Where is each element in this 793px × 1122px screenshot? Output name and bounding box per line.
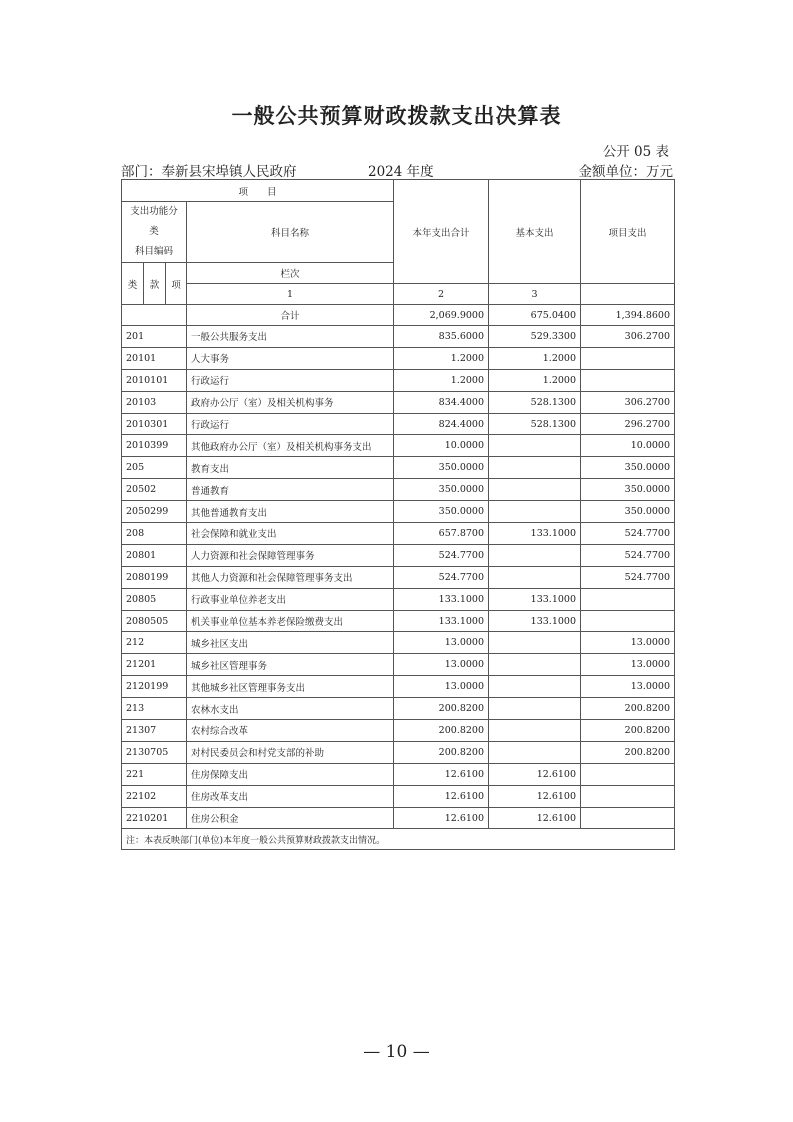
row-total: 350.0000 — [394, 479, 489, 501]
row-basic — [489, 457, 581, 479]
row-name: 行政运行 — [187, 413, 394, 435]
total-label: 合计 — [187, 305, 394, 326]
table-row — [122, 741, 675, 763]
table-row — [122, 763, 675, 785]
row-total: 200.8200 — [394, 698, 489, 720]
row-project: 13.0000 — [581, 632, 675, 654]
row-total: 12.6100 — [394, 785, 489, 807]
row-total: 1.2000 — [394, 347, 489, 369]
year-label: 2024 年度 — [368, 164, 434, 180]
row-basic: 12.6100 — [489, 785, 581, 807]
row-basic — [489, 654, 581, 676]
table-row — [122, 654, 675, 676]
row-code: 21201 — [122, 654, 187, 676]
row-basic: 12.6100 — [489, 763, 581, 785]
row-code: 208 — [122, 523, 187, 545]
total-row — [122, 305, 675, 326]
expenditure-table — [121, 179, 675, 850]
row-basic: 133.1000 — [489, 610, 581, 632]
row-code: 20805 — [122, 588, 187, 610]
row-name: 一般公共服务支出 — [187, 326, 394, 348]
row-basic — [489, 632, 581, 654]
header-basic: 基本支出 — [489, 180, 581, 284]
header-project: 项目支出 — [581, 180, 675, 284]
total-project: 1,394.8600 — [581, 305, 675, 326]
header-name: 科目名称 — [187, 202, 394, 263]
row-basic — [489, 544, 581, 566]
header-item: 项 目 — [122, 180, 394, 202]
row-code: 201 — [122, 326, 187, 348]
header-code — [122, 202, 187, 263]
row-code: 21307 — [122, 720, 187, 742]
row-total: 524.7700 — [394, 566, 489, 588]
row-name: 人大事务 — [187, 347, 394, 369]
row-basic — [489, 720, 581, 742]
row-name: 住房公积金 — [187, 807, 394, 829]
row-name: 住房保障支出 — [187, 763, 394, 785]
row-total: 200.8200 — [394, 741, 489, 763]
row-code: 221 — [122, 763, 187, 785]
row-total: 824.4000 — [394, 413, 489, 435]
row-total: 13.0000 — [394, 654, 489, 676]
table-row — [122, 807, 675, 829]
row-code: 20101 — [122, 347, 187, 369]
row-total: 835.6000 — [394, 326, 489, 348]
table-row — [122, 347, 675, 369]
row-name: 机关事业单位基本养老保险缴费支出 — [187, 610, 394, 632]
row-project: 13.0000 — [581, 654, 675, 676]
header-xiang: 项 — [166, 263, 187, 305]
row-project — [581, 763, 675, 785]
row-name: 行政事业单位养老支出 — [187, 588, 394, 610]
row-project: 306.2700 — [581, 391, 675, 413]
row-code: 20502 — [122, 479, 187, 501]
row-project — [581, 347, 675, 369]
row-project: 350.0000 — [581, 479, 675, 501]
row-total: 657.8700 — [394, 523, 489, 545]
row-name: 其他城乡社区管理事务支出 — [187, 676, 394, 698]
row-code: 205 — [122, 457, 187, 479]
row-total: 10.0000 — [394, 435, 489, 457]
table-row — [122, 435, 675, 457]
row-basic: 1.2000 — [489, 369, 581, 391]
row-basic — [489, 501, 581, 523]
row-project: 200.8200 — [581, 741, 675, 763]
row-name: 社会保障和就业支出 — [187, 523, 394, 545]
row-project — [581, 588, 675, 610]
table-row — [122, 610, 675, 632]
row-name: 其他人力资源和社会保障管理事务支出 — [187, 566, 394, 588]
row-code: 2120199 — [122, 676, 187, 698]
table-row — [122, 326, 675, 348]
row-name: 住房改革支出 — [187, 785, 394, 807]
table-row — [122, 785, 675, 807]
row-total: 1.2000 — [394, 369, 489, 391]
row-code: 2080505 — [122, 610, 187, 632]
row-project: 296.2700 — [581, 413, 675, 435]
row-name: 政府办公厅（室）及相关机构事务 — [187, 391, 394, 413]
row-name: 行政运行 — [187, 369, 394, 391]
table-note: 注：本表反映部门(单位)本年度一般公共预算财政拨款支出情况。 — [122, 829, 675, 850]
header-col1: 1 — [187, 284, 394, 305]
row-basic: 1.2000 — [489, 347, 581, 369]
table-row — [122, 391, 675, 413]
row-code: 2010399 — [122, 435, 187, 457]
row-name: 城乡社区支出 — [187, 632, 394, 654]
row-project: 524.7700 — [581, 523, 675, 545]
header-kuan: 款 — [144, 263, 166, 305]
row-basic: 133.1000 — [489, 523, 581, 545]
row-code: 2010301 — [122, 413, 187, 435]
page-number: — 10 — — [363, 1042, 430, 1062]
row-name: 对村民委员会和村党支部的补助 — [187, 741, 394, 763]
form-number: 公开 05 表 — [602, 144, 669, 160]
row-name: 普通教育 — [187, 479, 394, 501]
row-total: 200.8200 — [394, 720, 489, 742]
row-code: 2080199 — [122, 566, 187, 588]
row-total: 13.0000 — [394, 676, 489, 698]
row-project — [581, 610, 675, 632]
row-code: 2010101 — [122, 369, 187, 391]
row-name: 城乡社区管理事务 — [187, 654, 394, 676]
row-name: 其他普通教育支出 — [187, 501, 394, 523]
row-code: 2210201 — [122, 807, 187, 829]
row-project: 200.8200 — [581, 720, 675, 742]
table-row — [122, 698, 675, 720]
row-code: 213 — [122, 698, 187, 720]
table-row — [122, 413, 675, 435]
table-row — [122, 479, 675, 501]
row-name: 其他政府办公厅（室）及相关机构事务支出 — [187, 435, 394, 457]
row-project: 10.0000 — [581, 435, 675, 457]
row-project: 524.7700 — [581, 566, 675, 588]
table-meta — [121, 160, 673, 178]
row-basic: 133.1000 — [489, 588, 581, 610]
row-project — [581, 369, 675, 391]
row-total: 12.6100 — [394, 807, 489, 829]
row-basic — [489, 435, 581, 457]
row-name: 人力资源和社会保障管理事务 — [187, 544, 394, 566]
row-code: 212 — [122, 632, 187, 654]
page-title: 一般公共预算财政拨款支出决算表 — [231, 104, 562, 128]
table-row — [122, 566, 675, 588]
row-basic: 528.1300 — [489, 391, 581, 413]
header-code-line2: 科目编码 — [134, 246, 173, 257]
table-row — [122, 457, 675, 479]
table-row — [122, 676, 675, 698]
table-row — [122, 588, 675, 610]
row-code: 2130705 — [122, 741, 187, 763]
row-total: 13.0000 — [394, 632, 489, 654]
row-total: 350.0000 — [394, 501, 489, 523]
row-basic: 12.6100 — [489, 807, 581, 829]
header-col2: 2 — [394, 284, 489, 305]
row-code: 20801 — [122, 544, 187, 566]
total-amount: 2,069.9000 — [394, 305, 489, 326]
header-lei: 类 — [122, 263, 144, 305]
row-project: 350.0000 — [581, 501, 675, 523]
row-code: 2050299 — [122, 501, 187, 523]
header-total: 本年支出合计 — [394, 180, 489, 284]
row-name: 农村综合改革 — [187, 720, 394, 742]
header-lanci: 栏次 — [187, 263, 394, 284]
header-code-line1: 支出功能分类 — [130, 206, 178, 237]
row-total: 12.6100 — [394, 763, 489, 785]
row-basic: 528.1300 — [489, 413, 581, 435]
table-row — [122, 501, 675, 523]
row-basic — [489, 698, 581, 720]
row-project: 350.0000 — [581, 457, 675, 479]
row-project — [581, 807, 675, 829]
row-total: 834.4000 — [394, 391, 489, 413]
table-row — [122, 720, 675, 742]
row-project: 524.7700 — [581, 544, 675, 566]
row-name: 农林水支出 — [187, 698, 394, 720]
row-basic — [489, 479, 581, 501]
table-row — [122, 369, 675, 391]
row-basic — [489, 566, 581, 588]
row-basic — [489, 676, 581, 698]
row-code: 20103 — [122, 391, 187, 413]
unit-label: 金额单位：万元 — [578, 164, 673, 180]
row-basic — [489, 741, 581, 763]
total-basic: 675.0400 — [489, 305, 581, 326]
table-row — [122, 632, 675, 654]
row-total: 350.0000 — [394, 457, 489, 479]
row-project: 306.2700 — [581, 326, 675, 348]
row-name: 教育支出 — [187, 457, 394, 479]
table-row — [122, 544, 675, 566]
row-total: 133.1000 — [394, 588, 489, 610]
header-col3: 3 — [489, 284, 581, 305]
row-code: 22102 — [122, 785, 187, 807]
table-row — [122, 523, 675, 545]
department-label: 部门：奉新县宋埠镇人民政府 — [121, 164, 297, 180]
row-basic: 529.3300 — [489, 326, 581, 348]
row-project — [581, 785, 675, 807]
row-total: 524.7700 — [394, 544, 489, 566]
row-project: 13.0000 — [581, 676, 675, 698]
row-project: 200.8200 — [581, 698, 675, 720]
row-total: 133.1000 — [394, 610, 489, 632]
